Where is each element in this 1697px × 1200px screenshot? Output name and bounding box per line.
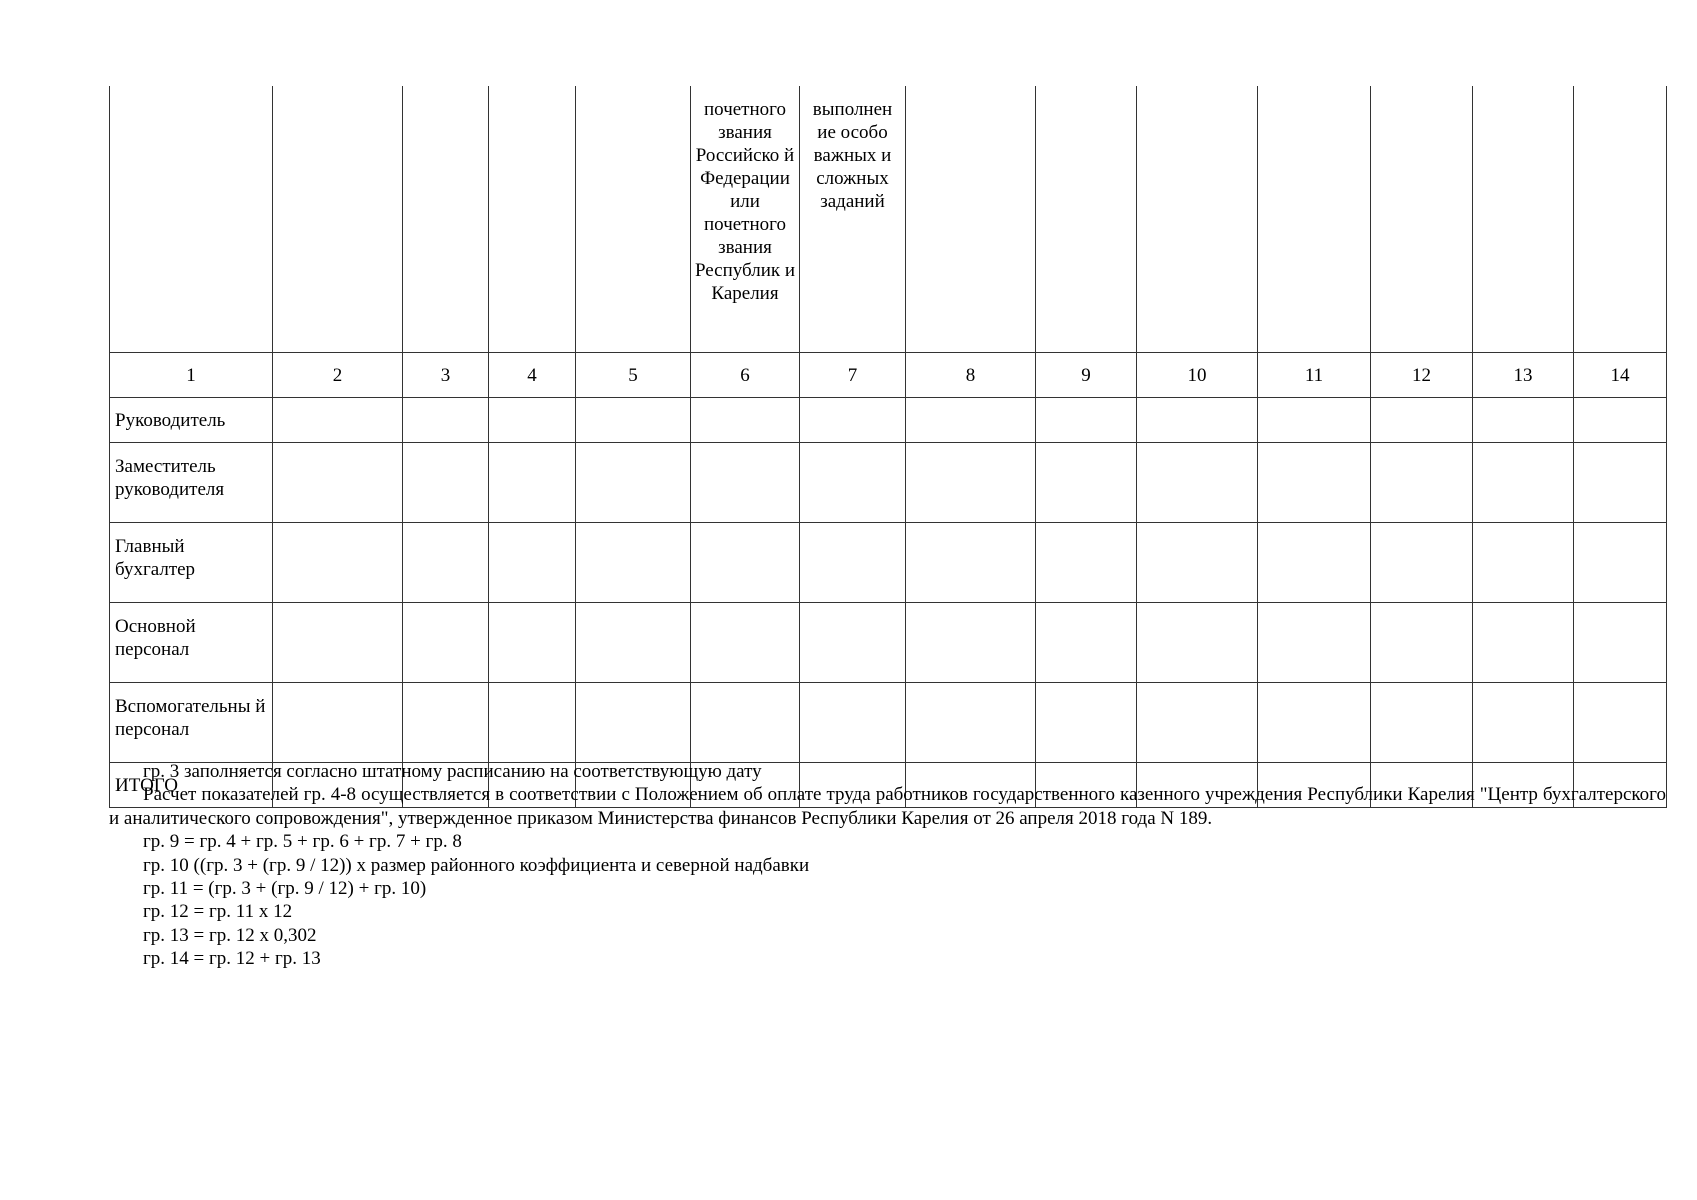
header-col6-text: почетного звания Российско й Федерации или почетного звания Республик и Карелия	[691, 86, 800, 353]
column-number: 10	[1137, 353, 1258, 398]
table-cell	[1258, 683, 1371, 763]
table-cell	[1258, 523, 1371, 603]
table-cell	[576, 443, 691, 523]
table-row	[110, 523, 1667, 603]
table-cell	[691, 523, 800, 603]
table-row	[110, 683, 1667, 763]
table-cell	[1137, 603, 1258, 683]
table-cell	[906, 523, 1036, 603]
note-line: гр. 14 = гр. 12 + гр. 13	[143, 948, 321, 970]
table-cell	[273, 523, 403, 603]
table-row	[110, 398, 1667, 443]
header-cell	[273, 86, 403, 353]
column-number: 6	[691, 353, 800, 398]
column-number-row	[110, 353, 1667, 398]
table-cell	[273, 443, 403, 523]
header-cell	[576, 86, 691, 353]
note-line: гр. 3 заполняется согласно штатному расписанию на соответствующую дату	[143, 761, 762, 782]
column-number: 2	[273, 353, 403, 398]
header-cell	[1473, 86, 1574, 353]
table-cell	[1473, 683, 1574, 763]
column-number: 9	[1036, 353, 1137, 398]
header-col7-text: выполнен ие особо важных и сложных заданий	[800, 86, 906, 353]
table-cell	[403, 523, 489, 603]
table-cell	[489, 683, 576, 763]
table-cell	[403, 443, 489, 523]
table-cell	[489, 443, 576, 523]
table-cell	[1258, 398, 1371, 443]
table-cell	[403, 683, 489, 763]
row-label: Вспомогательны й персонал	[110, 683, 273, 763]
table-cell	[1473, 398, 1574, 443]
table-cell	[1137, 683, 1258, 763]
table-cell	[1371, 683, 1473, 763]
column-number: 8	[906, 353, 1036, 398]
table-cell	[1371, 523, 1473, 603]
table-cell	[691, 603, 800, 683]
header-cell	[1371, 86, 1473, 353]
table-cell	[489, 523, 576, 603]
table-cell	[403, 603, 489, 683]
table-row	[110, 443, 1667, 523]
allowance-calculation-table	[109, 86, 1667, 808]
header-cell	[1036, 86, 1137, 353]
header-cell	[1574, 86, 1667, 353]
table-cell	[273, 683, 403, 763]
row-label: ИТОГО	[110, 763, 273, 808]
table-cell	[576, 523, 691, 603]
table-cell	[1036, 603, 1137, 683]
table-cell	[800, 523, 906, 603]
table-cell	[1036, 398, 1137, 443]
header-cell	[403, 86, 489, 353]
table-row	[110, 603, 1667, 683]
column-number: 5	[576, 353, 691, 398]
table-cell	[1371, 603, 1473, 683]
table-cell	[489, 398, 576, 443]
table-cell	[273, 603, 403, 683]
header-cell	[489, 86, 576, 353]
table-cell	[1574, 523, 1667, 603]
row-label: Главный бухгалтер	[110, 523, 273, 603]
column-number: 3	[403, 353, 489, 398]
table-cell	[1036, 523, 1137, 603]
table-cell	[1574, 683, 1667, 763]
table-cell	[906, 443, 1036, 523]
table-cell	[800, 603, 906, 683]
row-label: Основной персонал	[110, 603, 273, 683]
table-cell	[576, 683, 691, 763]
column-number: 7	[800, 353, 906, 398]
table-cell	[1473, 443, 1574, 523]
table-cell	[906, 603, 1036, 683]
table-cell	[1371, 398, 1473, 443]
column-number: 1	[110, 353, 273, 398]
table-cell	[273, 398, 403, 443]
table-cell	[1258, 443, 1371, 523]
note-line: гр. 9 = гр. 4 + гр. 5 + гр. 6 + гр. 7 + гр. 8	[143, 831, 462, 853]
column-number: 11	[1258, 353, 1371, 398]
table-cell	[800, 443, 906, 523]
table-cell	[906, 683, 1036, 763]
table-cell	[1473, 603, 1574, 683]
table-cell	[1137, 398, 1258, 443]
table-cell	[691, 443, 800, 523]
header-continuation-row	[110, 86, 1667, 353]
table-cell	[403, 398, 489, 443]
table-cell	[1258, 603, 1371, 683]
note-line: гр. 11 = (гр. 3 + (гр. 9 / 12) + гр. 10)	[143, 878, 427, 900]
header-cell	[110, 86, 273, 353]
row-label: Заместитель руководителя	[110, 443, 273, 523]
table-cell	[691, 398, 800, 443]
table-cell	[576, 603, 691, 683]
table-cell	[489, 603, 576, 683]
table-cell	[1036, 443, 1137, 523]
table-cell	[1574, 603, 1667, 683]
note-line: гр. 13 = гр. 12 x 0,302	[143, 924, 317, 946]
row-label: Руководитель	[110, 398, 273, 443]
column-number: 4	[489, 353, 576, 398]
column-number: 12	[1371, 353, 1473, 398]
table-cell	[1137, 523, 1258, 603]
table-cell	[800, 398, 906, 443]
note-line: Расчет показателей гр. 4-8 осуществляется в соответствии с Положением об оплате труда работников государственного казенного учреждения Республики Карелия "Центр бухгалтерского и аналитического сопровождения", утвержденное приказом Министерства финансов Республики Карелия от 26 апреля 2018 года N 189.	[109, 784, 1666, 829]
table-cell	[1574, 443, 1667, 523]
table-notes	[109, 760, 1666, 971]
table-cell	[576, 398, 691, 443]
note-line: гр. 10 ((гр. 3 + (гр. 9 / 12)) x размер районного коэффициента и северной надбавки	[143, 854, 810, 876]
table-cell	[1473, 523, 1574, 603]
table-cell	[691, 683, 800, 763]
table-cell	[1036, 683, 1137, 763]
header-cell	[906, 86, 1036, 353]
table-cell	[1574, 398, 1667, 443]
table-cell	[906, 398, 1036, 443]
note-line: гр. 12 = гр. 11 x 12	[143, 901, 293, 923]
table-cell	[800, 683, 906, 763]
header-cell	[1258, 86, 1371, 353]
header-cell	[1137, 86, 1258, 353]
column-number: 13	[1473, 353, 1574, 398]
table-cell	[1371, 443, 1473, 523]
table-cell	[1137, 443, 1258, 523]
column-number: 14	[1574, 353, 1667, 398]
